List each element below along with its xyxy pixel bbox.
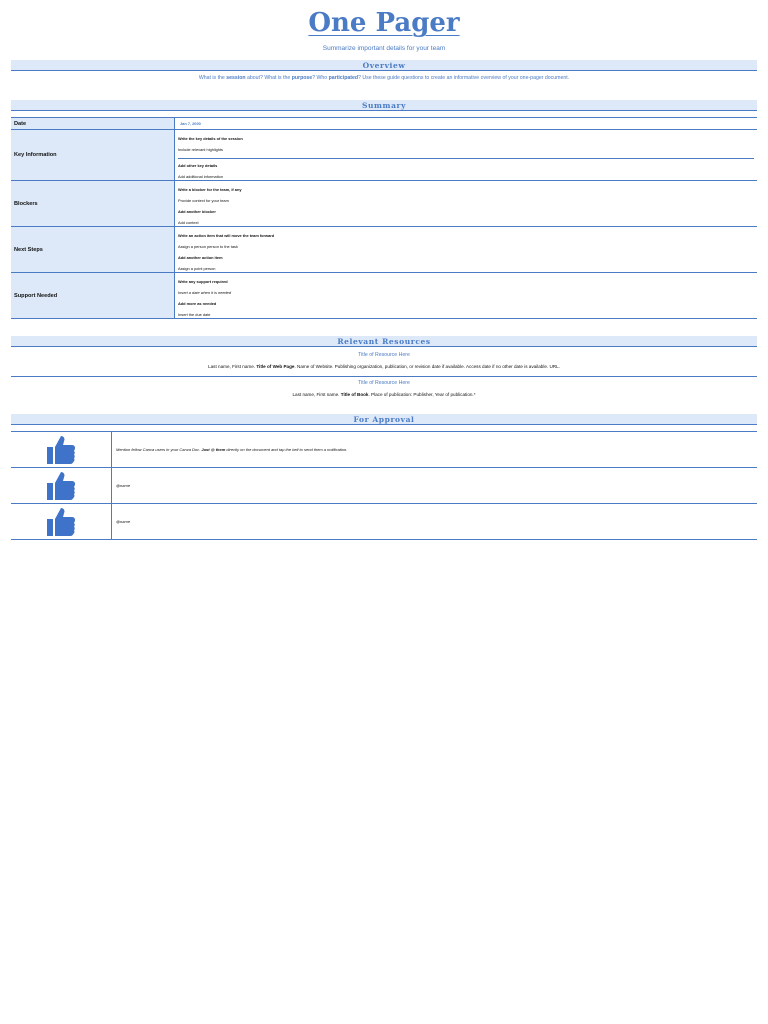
summary-row-label: Next Steps xyxy=(11,227,175,272)
page-title: One Pager xyxy=(308,8,460,38)
text-run: ? Use these guide questions to create an informative overview of your one-pager document. xyxy=(358,75,570,81)
summary-line[interactable]: Add context xyxy=(178,220,199,225)
bold-text: Title of Book xyxy=(340,392,369,397)
thumbs-up-icon[interactable] xyxy=(11,468,112,503)
resource-title: Title of Resource Here xyxy=(358,380,410,386)
thumbs-up-icon[interactable] xyxy=(11,504,112,539)
summary-line[interactable]: Provide context for your team xyxy=(178,198,229,203)
summary-line[interactable]: Add additional information xyxy=(178,174,223,179)
summary-line[interactable]: Write a blocker for the team, if any xyxy=(178,187,242,192)
text-run: ? Who xyxy=(312,75,329,81)
summary-line[interactable]: Insert the due date xyxy=(178,312,211,317)
text-run: Last name, First name. xyxy=(208,364,257,369)
approval-row xyxy=(11,504,757,540)
bold-text: Just @ them xyxy=(201,447,226,452)
text-run: . Name of Website. Publishing organization, publication, or revision date if available. Access date if no other date is available. URL. xyxy=(294,364,560,369)
summary-divider xyxy=(178,158,754,159)
approval-text[interactable] xyxy=(112,468,757,503)
summary-line[interactable]: Write any support required xyxy=(178,279,228,284)
approval-heading: For Approval xyxy=(11,414,757,425)
text-run: . Place of publication: Publisher, Year of publication.* xyxy=(368,392,476,397)
date-value[interactable]: Jan 7, 2000 xyxy=(180,121,201,126)
summary-row-label: Blockers xyxy=(11,181,175,226)
summary-row xyxy=(11,227,757,273)
thumbs-up-icon[interactable] xyxy=(11,432,112,467)
text-run: @name xyxy=(116,519,131,524)
summary-line[interactable]: Include relevant highlights xyxy=(178,147,223,152)
overview-heading: Overview xyxy=(11,60,757,71)
summary-line[interactable]: Write an action item that will move the team forward xyxy=(178,233,275,238)
summary-row xyxy=(11,130,757,181)
summary-row xyxy=(11,273,757,319)
text-run: What is the xyxy=(198,75,227,81)
date-label: Date xyxy=(11,118,175,129)
bold-text: participated xyxy=(328,75,359,81)
summary-date-row xyxy=(11,118,757,130)
resource-divider xyxy=(11,376,757,377)
summary-line[interactable]: Add other key details xyxy=(178,163,218,168)
summary-row xyxy=(11,181,757,227)
summary-line[interactable]: Insert a date when it is needed xyxy=(178,290,231,295)
text-run: @name xyxy=(116,483,131,488)
summary-heading: Summary xyxy=(11,100,757,111)
text-run: directly on the document and tap the bell to send them a notification. xyxy=(225,447,348,452)
summary-line[interactable]: Add another action item xyxy=(178,255,223,260)
summary-row-label: Key Information xyxy=(11,130,175,180)
summary-row-label: Support Needed xyxy=(11,273,175,318)
page-subtitle: Summarize important details for your team xyxy=(322,45,446,52)
summary-table xyxy=(11,117,757,319)
bold-text: Title of Web Page xyxy=(256,364,295,369)
summary-line[interactable]: Assign a person person to the task xyxy=(178,244,238,249)
bold-text: purpose xyxy=(291,75,313,81)
summary-line[interactable]: Add another blocker xyxy=(178,209,216,214)
resource-title: Title of Resource Here xyxy=(358,352,410,358)
approval-table xyxy=(11,431,757,540)
approval-text[interactable] xyxy=(112,504,757,539)
text-run: about? What is the xyxy=(245,75,292,81)
text-run: Mention fellow Canva users in your Canva Doc. xyxy=(116,447,202,452)
bold-text: session xyxy=(226,75,246,81)
resource-citation xyxy=(0,364,768,369)
summary-line[interactable]: Assign a point person xyxy=(178,266,216,271)
summary-line[interactable]: Add more as needed xyxy=(178,301,217,306)
overview-text xyxy=(0,75,768,81)
resources-heading: Relevant Resources xyxy=(11,336,757,347)
text-run: Last name, First name. xyxy=(292,392,341,397)
summary-line[interactable]: Write the key details of the session xyxy=(178,136,243,141)
approval-text[interactable] xyxy=(112,432,757,467)
resource-citation xyxy=(0,392,768,397)
approval-row xyxy=(11,468,757,504)
approval-row xyxy=(11,432,757,468)
